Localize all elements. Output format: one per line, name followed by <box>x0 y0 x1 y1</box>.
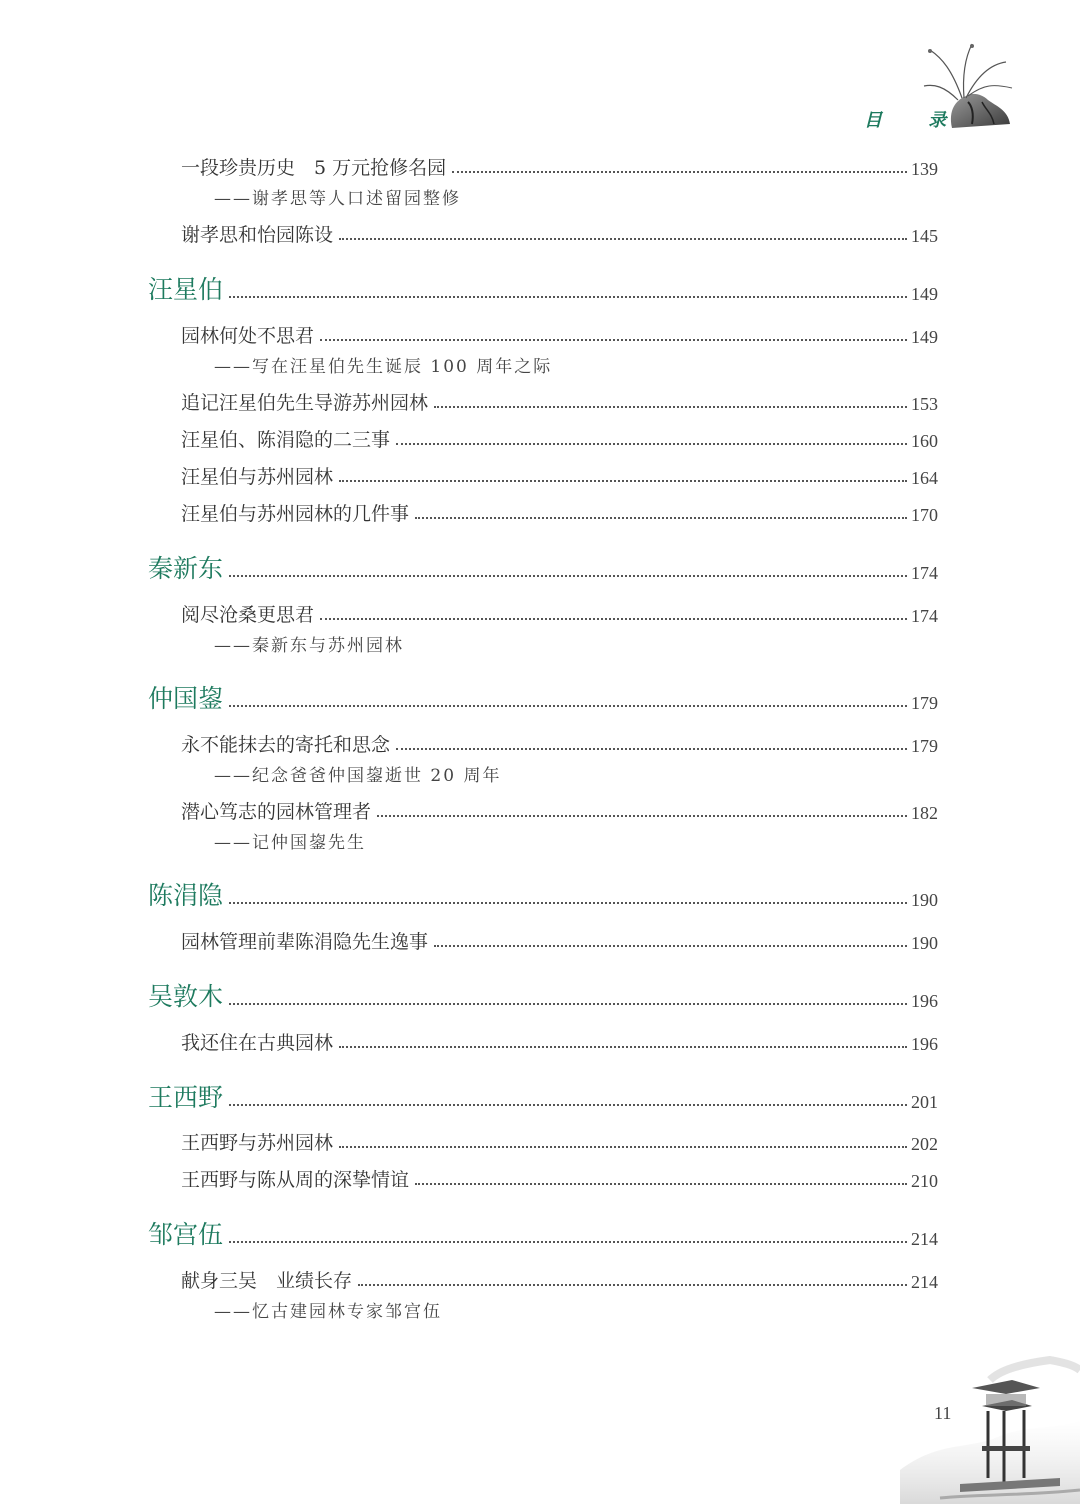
toc-entry-page: 170 <box>911 505 938 525</box>
toc-entry-page: 190 <box>911 933 938 953</box>
toc-entry[interactable] <box>181 324 938 348</box>
toc-section-page: 196 <box>911 991 938 1011</box>
dot-leader <box>339 1146 907 1148</box>
dot-leader <box>229 296 907 298</box>
toc-entry[interactable] <box>181 733 938 757</box>
toc-section[interactable] <box>148 982 938 1012</box>
toc-entry[interactable] <box>181 502 938 526</box>
toc-entry-subtitle: ——纪念爸爸仲国鋆逝世 20 周年 <box>214 766 502 786</box>
page-number: 11 <box>934 1403 952 1423</box>
toc-section-title: 秦新东 <box>148 554 224 583</box>
toc-section-title: 汪星伯 <box>148 275 224 304</box>
toc-entry[interactable] <box>181 156 938 180</box>
toc-entry[interactable] <box>181 1269 938 1293</box>
dot-leader <box>396 443 907 445</box>
toc-entry-title: 追记汪星伯先生导游苏州园林 <box>181 392 429 414</box>
toc-section-page: 179 <box>911 693 938 713</box>
toc-section-title: 仲国鋆 <box>148 684 224 713</box>
toc-entry-title: 潜心笃志的园林管理者 <box>181 801 372 823</box>
toc-entry[interactable] <box>181 800 938 824</box>
toc-entry[interactable] <box>181 391 938 415</box>
toc-entry[interactable] <box>181 223 938 247</box>
toc-section-page: 174 <box>911 563 938 583</box>
dot-leader <box>320 339 907 341</box>
toc-entry-title: 汪星伯与苏州园林的几件事 <box>181 503 410 525</box>
toc-entry[interactable] <box>181 1168 938 1192</box>
toc-section-title: 邹宫伍 <box>148 1220 224 1249</box>
toc-entry-title: 汪星伯、陈涓隐的二三事 <box>181 429 391 451</box>
toc-entry-page: 153 <box>911 394 938 414</box>
toc-section[interactable] <box>148 1083 938 1113</box>
dot-leader <box>339 480 907 482</box>
toc-entry-page: 202 <box>911 1134 938 1154</box>
dot-leader <box>358 1284 907 1286</box>
toc-entry-subtitle: ——谢孝思等人口述留园整修 <box>214 189 461 209</box>
toc-entry-title: 我还住在古典园林 <box>181 1032 334 1054</box>
toc-section[interactable] <box>148 684 938 714</box>
dot-leader <box>396 748 907 750</box>
page-header-title: 目 录 <box>864 110 967 131</box>
toc-entry-page: 139 <box>911 159 938 179</box>
dot-leader <box>377 815 907 817</box>
toc-entry-title: 园林管理前辈陈涓隐先生逸事 <box>181 931 429 953</box>
toc-entry[interactable] <box>181 465 938 489</box>
dot-leader <box>415 517 907 519</box>
toc-entry-page: 145 <box>911 226 938 246</box>
dot-leader <box>339 238 907 240</box>
toc-entry-page: 196 <box>911 1034 938 1054</box>
toc-entry[interactable] <box>181 1031 938 1055</box>
dot-leader <box>339 1046 907 1048</box>
toc-entry-title: 献身三吴 业绩长存 <box>181 1270 353 1292</box>
toc-entry-subtitle: ——秦新东与苏州园林 <box>214 636 404 656</box>
toc-entry-page: 174 <box>911 606 938 626</box>
toc-entry-page: 160 <box>911 431 938 451</box>
toc-section-page: 214 <box>911 1229 938 1249</box>
dot-leader <box>229 1104 907 1106</box>
toc-entry[interactable] <box>181 428 938 452</box>
dot-leader <box>415 1183 907 1185</box>
toc-section-page: 190 <box>911 890 938 910</box>
toc-section[interactable] <box>148 1220 938 1250</box>
dot-leader <box>320 618 907 620</box>
toc-entry-title: 王西野与苏州园林 <box>181 1132 334 1154</box>
dot-leader <box>229 705 907 707</box>
dot-leader <box>229 1003 907 1005</box>
toc-section-title: 吴敦木 <box>148 982 224 1011</box>
toc-section[interactable] <box>148 275 938 305</box>
toc-entry-page: 179 <box>911 736 938 756</box>
toc-entry-page: 182 <box>911 803 938 823</box>
dot-leader <box>434 945 907 947</box>
toc-entry-title: 一段珍贵历史 5 万元抢修名园 <box>181 157 447 179</box>
toc-entry-subtitle: ——写在汪星伯先生诞辰 100 周年之际 <box>214 357 553 377</box>
toc-section[interactable] <box>148 554 938 584</box>
dot-leader <box>452 171 907 173</box>
toc-entry-page: 149 <box>911 327 938 347</box>
toc-entry-title: 王西野与陈从周的深挚情谊 <box>181 1169 410 1191</box>
toc-section-title: 王西野 <box>148 1083 224 1112</box>
toc-entry[interactable] <box>181 930 938 954</box>
toc-entry-subtitle: ——记仲国鋆先生 <box>214 833 366 853</box>
toc-section[interactable] <box>148 881 938 911</box>
toc-entry-page: 214 <box>911 1272 938 1292</box>
dot-leader <box>229 1241 907 1243</box>
toc-entry-subtitle: ——忆古建园林专家邹宫伍 <box>214 1302 442 1322</box>
toc-entry[interactable] <box>181 603 938 627</box>
toc-section-page: 149 <box>911 284 938 304</box>
dot-leader <box>229 575 907 577</box>
toc-entry-page: 164 <box>911 468 938 488</box>
pavilion-icon <box>900 1350 1080 1504</box>
toc-section-title: 陈涓隐 <box>148 881 224 910</box>
dot-leader <box>434 406 907 408</box>
toc-entry-title: 汪星伯与苏州园林 <box>181 466 334 488</box>
toc-entry[interactable] <box>181 1131 938 1155</box>
toc-entry-title: 永不能抹去的寄托和思念 <box>181 734 391 756</box>
dot-leader <box>229 902 907 904</box>
toc-entry-title: 阅尽沧桑更思君 <box>181 604 315 626</box>
toc-entry-title: 谢孝思和怡园陈设 <box>181 224 334 246</box>
toc-entry-page: 210 <box>911 1171 938 1191</box>
toc-entry-title: 园林何处不思君 <box>181 325 315 347</box>
toc-section-page: 201 <box>911 1092 938 1112</box>
